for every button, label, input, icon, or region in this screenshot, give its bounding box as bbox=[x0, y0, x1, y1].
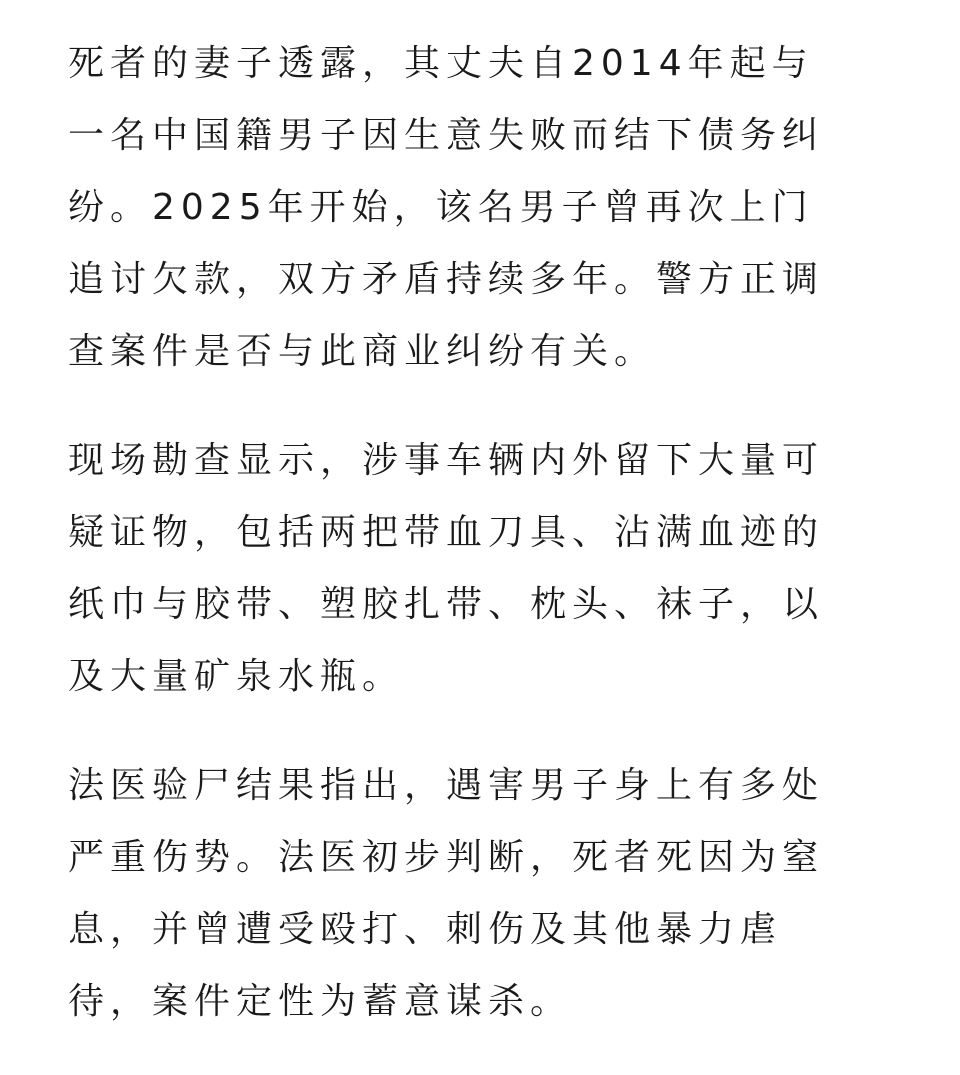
text-line: 待，案件定性为蓄意谋杀。 bbox=[68, 981, 573, 1022]
text-line: 及大量矿泉水瓶。 bbox=[68, 656, 405, 697]
paragraph-scene-evidence bbox=[68, 425, 898, 713]
article-body bbox=[68, 28, 898, 1075]
text-line: 死者的妻子透露，其丈夫自2014年起与 bbox=[68, 43, 814, 84]
text-line: 纸巾与胶带、塑胶扎带、枕头、袜子，以 bbox=[68, 584, 825, 625]
text-line: 法医验尸结果指出，遇害男子身上有多处 bbox=[68, 765, 825, 806]
text-line: 现场勘查显示，涉事车辆内外留下大量可 bbox=[68, 440, 825, 481]
paragraph-debt-dispute bbox=[68, 28, 898, 388]
text-line: 查案件是否与此商业纠纷有关。 bbox=[68, 331, 657, 372]
text-line: 纷。2025年开始，该名男子曾再次上门 bbox=[68, 187, 814, 228]
text-line: 一名中国籍男子因生意失败而结下债务纠 bbox=[68, 115, 825, 156]
text-line: 严重伤势。法医初步判断，死者死因为窒 bbox=[68, 837, 825, 878]
text-line: 追讨欠款，双方矛盾持续多年。警方正调 bbox=[68, 259, 825, 300]
text-line: 疑证物，包括两把带血刀具、沾满血迹的 bbox=[68, 512, 825, 553]
text-line: 息，并曾遭受殴打、刺伤及其他暴力虐 bbox=[68, 909, 783, 950]
paragraph-autopsy bbox=[68, 750, 898, 1038]
